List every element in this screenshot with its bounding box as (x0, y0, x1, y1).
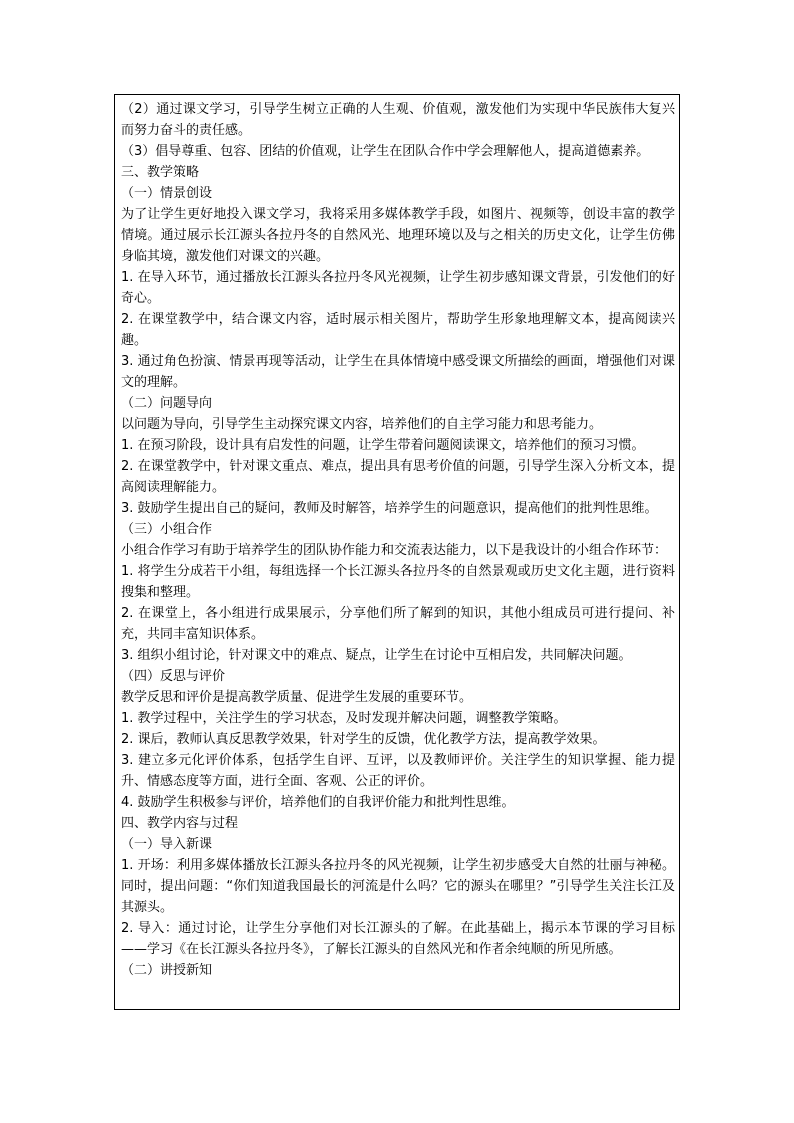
paragraph-scenario-intro: 为了让学生更好地投入课文学习，我将采用多媒体教学手段，如图片、视频等，创设丰富的教学情境。通过展示长江源头各拉丹冬的自然风光、地理环境以及与之相关的历史文化，让学生仿佛身临其境，激发他们对课文的兴趣。 (121, 207, 675, 264)
document-body (115, 95, 679, 981)
list-item-reflection-4: 4. 鼓励学生积极参与评价，培养他们的自我评价能力和批判性思维。 (121, 795, 515, 810)
paragraph-group-intro: 小组合作学习有助于培养学生的团队协作能力和交流表达能力，以下是我设计的小组合作环节： (121, 543, 668, 558)
list-item-scenario-1: 1. 在导入环节，通过播放长江源头各拉丹冬风光视频，让学生初步感知课文背景，引发他们的好奇心。 (121, 270, 675, 306)
subheading-group: （三）小组合作 (121, 522, 213, 537)
document-table-cell (114, 94, 680, 1010)
list-item-question-3: 3. 鼓励学生提出自己的疑问，教师及时解答，培养学生的问题意识，提高他们的批判性思维。 (121, 501, 658, 516)
list-item-reflection-2: 2. 课后，教师认真反思教学效果，针对学生的反馈，优化教学方法，提高教学效果。 (121, 732, 606, 747)
list-item-scenario-2: 2. 在课堂教学中，结合课文内容，适时展示相关图片，帮助学生形象地理解文本，提高阅读兴趣。 (121, 312, 675, 348)
subheading-new-knowledge: （二）讲授新知 (121, 963, 213, 978)
list-item-group-3: 3. 组织小组讨论，针对课文中的难点、疑点，让学生在讨论中互相启发，共同解决问题。 (121, 648, 632, 663)
list-item-introduce-2: 2. 导入：通过讨论，让学生分享他们对长江源头的了解。在此基础上，揭示本节课的学习目标——学习《在长江源头各拉丹冬》，了解长江源头的自然风光和作者余纯顺的所见所感。 (121, 921, 675, 957)
list-item-question-2: 2. 在课堂教学中，针对课文重点、难点，提出具有思考价值的问题，引导学生深入分析文本，提高阅读理解能力。 (121, 459, 675, 495)
heading-teaching-strategy: 三、教学策略 (121, 165, 200, 180)
subheading-scenario: （一）情景创设 (121, 186, 213, 201)
list-item-reflection-3: 3. 建立多元化评价体系，包括学生自评、互评，以及教师评价。关注学生的知识掌握、能力提升、情感态度等方面，进行全面、客观、公正的评价。 (121, 753, 675, 789)
list-item-reflection-1: 1. 教学过程中，关注学生的学习状态，及时发现并解决问题，调整教学策略。 (121, 711, 567, 726)
list-item-scenario-3: 3. 通过角色扮演、情景再现等活动，让学生在具体情境中感受课文所描绘的画面，增强他们对课文的理解。 (121, 354, 675, 390)
list-item-group-2: 2. 在课堂上，各小组进行成果展示，分享他们所了解到的知识，其他小组成员可进行提问、补充，共同丰富知识体系。 (121, 606, 675, 642)
list-item-group-1: 1. 将学生分成若干小组，每组选择一个长江源头各拉丹冬的自然景观或历史文化主题，进行资料搜集和整理。 (121, 564, 675, 600)
list-item-introduce-1: 1. 开场：利用多媒体播放长江源头各拉丹冬的风光视频，让学生初步感受大自然的壮丽与神秘。同时，提出问题：“你们知道我国最长的河流是什么吗？它的源头在哪里？”引导学生关注长江及其源头。 (121, 858, 675, 915)
paragraph-question-intro: 以问题为导向，引导学生主动探究课文内容，培养他们的自主学习能力和思考能力。 (121, 417, 603, 432)
heading-content-process: 四、教学内容与过程 (121, 816, 239, 831)
paragraph-objective-2: （2）通过课文学习，引导学生树立正确的人生观、价值观，激发他们为实现中华民族伟大复兴而努力奋斗的责任感。 (121, 102, 675, 138)
subheading-reflection: （四）反思与评价 (121, 669, 226, 684)
subheading-question: （二）问题导向 (121, 396, 213, 411)
subheading-introduce-lesson: （一）导入新课 (121, 837, 213, 852)
paragraph-reflection-intro: 教学反思和评价是提高教学质量、促进学生发展的重要环节。 (121, 690, 473, 705)
list-item-question-1: 1. 在预习阶段，设计具有启发性的问题，让学生带着问题阅读课文，培养他们的预习习惯。 (121, 438, 645, 453)
paragraph-objective-3: （3）倡导尊重、包容、团结的价值观，让学生在团队合作中学会理解他人，提高道德素养。 (121, 144, 650, 159)
